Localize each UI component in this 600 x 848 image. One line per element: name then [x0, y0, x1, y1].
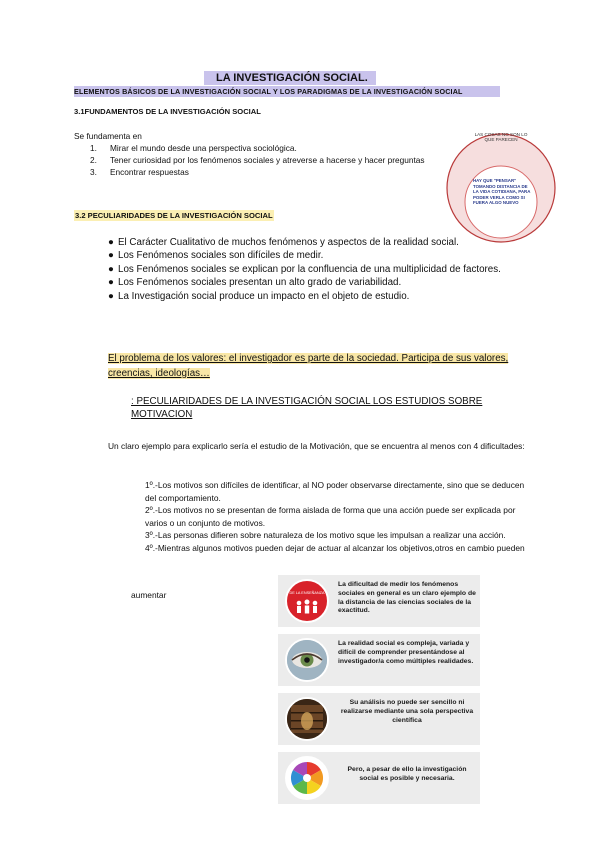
- infographic-card-text: La dificultad de medir los fenómenos sociales en general es un claro ejemplo de la distancia de las ciencias sociales de la exactitud.: [338, 581, 476, 615]
- motivation-last-word: aumentar: [131, 590, 167, 600]
- infographic-panel: [278, 575, 480, 807]
- inner-circle-text: HAY QUE "PENSAR" TOMANDO DISTANCIA DE LA VIDA COTIDIANA, PARA PODER VERLA COMO SI FUERA ALGO NUEVO: [473, 178, 531, 206]
- infographic-card: [278, 575, 480, 627]
- list-item: 4º.-Mientras algunos motivos pueden dejar de actuar al alcanzar los objetivos,otros en cambio pueden: [145, 542, 525, 553]
- infographic-card: [278, 693, 480, 745]
- page-subtitle: ELEMENTOS BÁSICOS DE LA INVESTIGACIÓN SOCIAL Y LOS PARADIGMAS DE LA INVESTIGACIÓN SOCIAL: [74, 86, 500, 97]
- infographic-card-text: Pero, a pesar de ello la investigación social es posible y necesaria.: [347, 766, 467, 782]
- infographic-card-text: La realidad social es compleja, variada y difícil de comprender presentándose al investigador/a como múltiples realidades.: [338, 640, 474, 665]
- section-heading-peculiaridades: 3.2 PECULIARIDADES DE LA INVESTIGACIÓN SOCIAL: [75, 211, 273, 220]
- motivation-paragraph: Un claro ejemplo para explicarlo sería el estudio de la Motivación, que se encuentra al menos con 4 dificultades:: [108, 441, 525, 451]
- section-heading-fundamentos: 3.1FUNDAMENTOS DE LA INVESTIGACIÓN SOCIAL: [74, 107, 261, 116]
- eye-icon: [285, 638, 329, 682]
- concentric-circles-diagram: [445, 122, 557, 254]
- values-problem-note: El problema de los valores: el investigador es parte de la sociedad. Participa de sus valores, creencias, ideologías…: [108, 353, 509, 379]
- list-item: ● Los Fenómenos sociales son difíciles de medir.: [108, 250, 324, 262]
- list-item: 2º.-Los motivos no se presentan de forma aislada de forma que una acción puede ser explicada por varios o un conjunto de motivos.: [145, 505, 516, 528]
- list-item: ● La Investigación social produce un impacto en el objeto de estudio.: [108, 290, 410, 302]
- list-item: ● El Carácter Cualitativo de muchos fenómenos y aspectos de la realidad social.: [108, 237, 459, 248]
- list-item: 3º.-Las personas difieren sobre naturaleza de los motivo sque les impulsan a realizar una acción.: [145, 530, 506, 541]
- peculiaridades-list: [108, 236, 508, 303]
- svg-text:DE LA ENSEÑANZA: DE LA ENSEÑANZA: [289, 591, 325, 595]
- infographic-card-text: Su análisis no puede ser sencillo ni realizarse mediante una sola perspectiva científica: [340, 699, 474, 724]
- page-title: LA INVESTIGACIÓN SOCIAL.: [204, 71, 376, 85]
- list-item: 1º.-Los motivos son difíciles de identificar, al NO poder observarse directamente, sino que se deducen del comportamiento.: [145, 480, 525, 503]
- motivation-heading: : PECULIARIDADES DE LA INVESTIGACIÓN SOCIAL LOS ESTUDIOS SOBRE MOTIVACION: [131, 396, 483, 420]
- list-item: 3. Encontrar respuestas: [90, 167, 189, 178]
- list-item: 2. Tener curiosidad por los fenómenos sociales y atreverse a hacerse y hacer preguntas: [90, 155, 425, 166]
- motivation-difficulties-list: [145, 479, 525, 555]
- outer-circle-text: LAS COSAS NO SON LO QUE PARECEN: [474, 132, 528, 143]
- list-item: ● Los Fenómenos sociales presentan un alto grado de variabilidad.: [108, 277, 402, 289]
- infographic-card: [278, 634, 480, 686]
- infographic-card: [278, 752, 480, 804]
- list-item: 1. Mirar el mundo desde una perspectiva sociológica.: [90, 143, 297, 153]
- list-item: ● Los Fenómenos sociales se explican por la confluencia de una multiplicidad de factores.: [108, 263, 501, 275]
- library-icon: [285, 697, 329, 741]
- people-group-icon: [285, 579, 329, 623]
- color-wheel-icon: [285, 756, 329, 800]
- fundamentos-list: [90, 142, 430, 179]
- section1-intro: Se fundamenta en: [74, 131, 142, 141]
